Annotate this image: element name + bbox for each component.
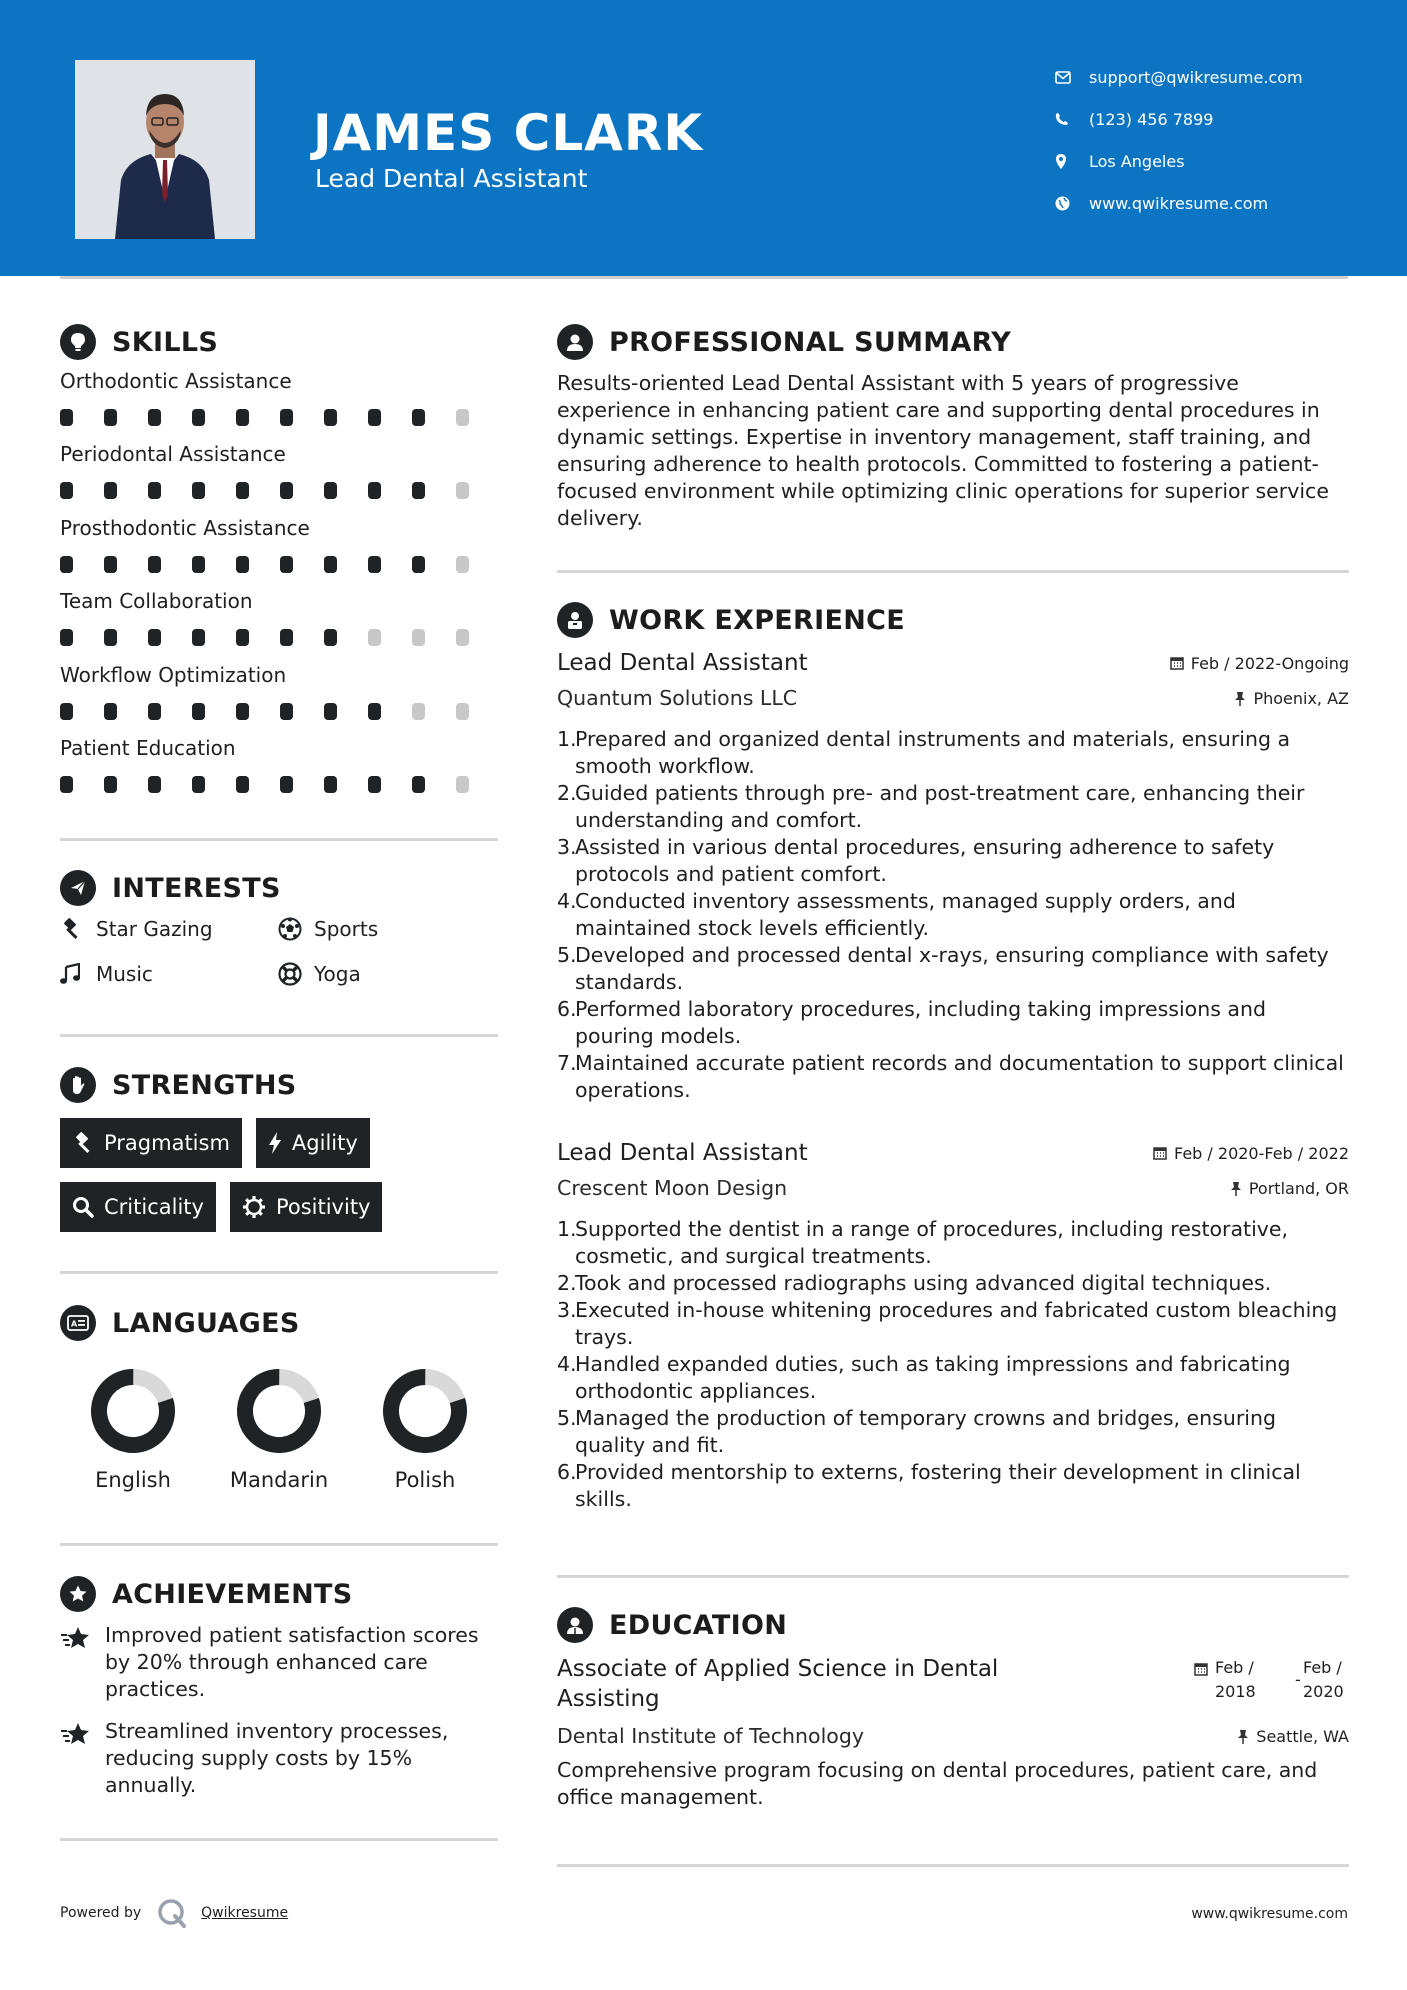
resume-header <box>0 0 1407 276</box>
language-name: English <box>95 1468 171 1492</box>
candidate-name: JAMES CLARK <box>313 104 704 162</box>
powered-by-label: Powered by <box>60 1905 142 1921</box>
strength-chip: Agility <box>256 1118 370 1168</box>
contact-phone-text: (123) 456 7899 <box>1089 109 1214 129</box>
skill-dot <box>236 776 249 793</box>
skills-heading: SKILLS <box>60 324 218 360</box>
job-date: Feb / 2020-Feb / 2022 <box>1153 1144 1349 1163</box>
job-bullet: 1. Prepared and organized dental instruments and materials, ensuring a smooth workflow. <box>557 727 1291 778</box>
footer-website[interactable]: www.qwikresume.com <box>1191 1906 1348 1922</box>
job-title: Lead Dental Assistant <box>557 1140 808 1166</box>
briefcase-user-icon <box>557 602 593 638</box>
skill-dot <box>368 556 381 573</box>
achievements-list <box>60 1622 500 1814</box>
pushpin-icon <box>1234 691 1246 706</box>
ring-fill <box>382 1368 468 1454</box>
job-bullet: 2. Guided patients through pre- and post-treatment care, enhancing their understanding and comfort. <box>557 781 1305 832</box>
skill-dot <box>192 629 205 646</box>
skill-dot <box>280 482 293 499</box>
skill-dot <box>192 556 205 573</box>
education-dates: Feb / 2018 - Feb / 2020 <box>1194 1656 1349 1714</box>
school-location: Seattle, WA <box>1237 1727 1349 1746</box>
job-bullet: 5. Managed the production of temporary crowns and bridges, ensuring quality and fit. <box>557 1406 1276 1457</box>
skill-dot <box>104 629 117 646</box>
language-item <box>60 1366 206 1492</box>
school-name: Dental Institute of Technology <box>557 1724 864 1748</box>
section-divider <box>60 1034 498 1037</box>
language-item <box>206 1366 352 1492</box>
star-icon <box>60 1622 105 1703</box>
skill-dot <box>368 409 381 426</box>
skill-dot <box>412 629 425 646</box>
globe-icon <box>1055 196 1089 211</box>
skill-dot <box>192 482 205 499</box>
skill-rating <box>60 409 500 426</box>
map-pin-icon <box>1055 154 1089 169</box>
skill-dot <box>412 703 425 720</box>
section-divider <box>60 1543 498 1546</box>
qwikresume-link[interactable]: Qwikresume <box>201 1905 289 1921</box>
skill-dot <box>280 409 293 426</box>
skill-dot <box>148 482 161 499</box>
calendar-icon <box>1170 656 1184 670</box>
hand-icon <box>60 1067 96 1103</box>
job-company: Crescent Moon Design <box>557 1176 788 1200</box>
lightbulb-icon <box>60 324 96 360</box>
skill-name: Prosthodontic Assistance <box>60 515 310 540</box>
achievement-item <box>60 1622 500 1703</box>
job-bullet: 7. Maintained accurate patient records and documentation to support clinical operations. <box>557 1051 1344 1102</box>
skill-dot <box>60 556 73 573</box>
skill-dot <box>148 409 161 426</box>
job-company: Quantum Solutions LLC <box>557 686 798 710</box>
music-note-icon <box>60 963 96 985</box>
ring-fill <box>236 1368 322 1454</box>
skill-name: Team Collaboration <box>60 589 253 614</box>
job-bullets <box>557 1216 1349 1513</box>
achievement-text: Streamlined inventory processes, reducing supply costs by 15% annually. <box>105 1719 449 1797</box>
skill-dot <box>104 703 117 720</box>
ring-fill <box>90 1368 176 1454</box>
skill-dot <box>280 556 293 573</box>
footer-powered-by <box>60 1898 288 1928</box>
degree-title: Associate of Applied Science in Dental Assisting <box>557 1656 999 1712</box>
contact-email-text: support@qwikresume.com <box>1089 67 1303 87</box>
skill-dot <box>456 482 469 499</box>
skill-dot <box>368 703 381 720</box>
skill-item <box>60 663 500 736</box>
phone-icon <box>1055 112 1089 126</box>
skill-dot <box>192 409 205 426</box>
skill-dot <box>60 776 73 793</box>
skill-dot <box>456 629 469 646</box>
job-entry <box>557 1140 1349 1513</box>
pushpin-icon <box>1230 1181 1242 1196</box>
languages-heading: A LANGUAGES <box>60 1305 300 1341</box>
skill-dot <box>60 409 73 426</box>
contact-list <box>1055 56 1303 224</box>
language-name: Mandarin <box>229 1468 329 1492</box>
graduate-icon <box>557 1607 593 1643</box>
skill-dot <box>456 776 469 793</box>
achievement-item <box>60 1718 500 1799</box>
contact-website-text: www.qwikresume.com <box>1089 193 1269 213</box>
skill-item <box>60 516 500 589</box>
summary-heading: PROFESSIONAL SUMMARY <box>557 324 1011 360</box>
contact-email[interactable] <box>1055 56 1303 98</box>
interest-item: Sports <box>278 915 478 942</box>
skill-item <box>60 589 500 662</box>
job-bullet: 1. Supported the dentist in a range of procedures, including restorative, cosmetic, and surgical treatments. <box>557 1217 1289 1268</box>
skill-dot <box>104 776 117 793</box>
job-bullet: 6. Provided mentorship to externs, fostering their development in clinical skills. <box>557 1460 1301 1511</box>
skill-dot <box>148 776 161 793</box>
header-divider <box>60 276 1348 279</box>
id-card-icon <box>60 1305 96 1341</box>
skill-dot <box>368 629 381 646</box>
gavel-icon <box>60 918 96 940</box>
job-bullet: 4. Handled expanded duties, such as taking impressions and fabricating orthodontic appliances. <box>557 1352 1291 1403</box>
skill-dot <box>324 409 337 426</box>
skill-dot <box>412 409 425 426</box>
skill-dot <box>148 703 161 720</box>
section-divider <box>557 1864 1349 1867</box>
job-bullet: 3. Assisted in various dental procedures, ensuring adherence to safety protocols and patient comfort. <box>557 835 1275 886</box>
bolt-icon <box>268 1132 282 1154</box>
job-bullet: 3. Executed in-house whitening procedures and fabricated custom bleaching trays. <box>557 1298 1338 1349</box>
skill-dot <box>368 482 381 499</box>
skill-dot <box>324 703 337 720</box>
skill-dot <box>412 556 425 573</box>
skill-rating <box>60 703 500 720</box>
skill-dot <box>236 556 249 573</box>
skill-dot <box>148 556 161 573</box>
language-name: Polish <box>394 1468 456 1492</box>
skill-rating <box>60 776 500 793</box>
languages-list <box>60 1366 500 1492</box>
skills-list <box>60 369 500 809</box>
candidate-title: Lead Dental Assistant <box>315 164 588 193</box>
gear-icon <box>242 1195 266 1219</box>
skill-dot <box>104 556 117 573</box>
skill-name: Orthodontic Assistance <box>60 369 292 393</box>
skill-dot <box>368 776 381 793</box>
job-entry <box>557 650 1349 1104</box>
strengths-list <box>60 1118 500 1246</box>
search-icon <box>72 1196 94 1218</box>
qwikresume-logo-icon <box>157 1898 187 1928</box>
skill-dot <box>324 556 337 573</box>
star-badge-icon <box>60 1576 96 1612</box>
skill-dot <box>236 482 249 499</box>
skill-rating <box>60 556 500 573</box>
skill-dot <box>60 482 73 499</box>
job-location: Portland, OR <box>1230 1179 1349 1198</box>
soccer-ball-icon <box>278 917 314 941</box>
skill-dot <box>456 556 469 573</box>
skill-dot <box>236 703 249 720</box>
job-bullet: 2. Took and processed radiographs using advanced digital techniques. <box>557 1271 1272 1295</box>
skill-dot <box>412 482 425 499</box>
skill-dot <box>324 776 337 793</box>
skill-rating <box>60 482 500 499</box>
strength-chip: Pragmatism <box>60 1118 242 1168</box>
education-heading: EDUCATION <box>557 1607 787 1643</box>
skill-dot <box>236 409 249 426</box>
user-icon <box>557 324 593 360</box>
skill-dot <box>104 409 117 426</box>
pushpin-icon <box>1237 1729 1249 1744</box>
skill-dot <box>456 703 469 720</box>
achievements-heading: ACHIEVEMENTS <box>60 1576 353 1612</box>
job-location: Phoenix, AZ <box>1234 689 1349 708</box>
skill-dot <box>280 703 293 720</box>
language-item <box>352 1366 498 1492</box>
skill-name: Patient Education <box>60 735 236 760</box>
job-bullet: 6. Performed laboratory procedures, including taking impressions and pouring models. <box>557 997 1266 1048</box>
skill-item <box>60 736 500 809</box>
summary-text: Results-oriented Lead Dental Assistant with 5 years of progressive experience in enhancing patient care and supporting dental procedures in dynamic settings. Expertise in inventory management, staff training, and ensuring adherence to health protocols. Committed to fostering a patient-focused environment while optimizing clinic operations for superior service delivery. <box>557 371 1329 530</box>
profile-photo <box>75 60 255 239</box>
skill-dot <box>412 776 425 793</box>
contact-phone[interactable] <box>1055 98 1303 140</box>
gavel-icon <box>72 1132 94 1154</box>
job-bullets <box>557 726 1349 1104</box>
interest-item: Music <box>60 960 278 987</box>
star-icon <box>60 1718 105 1799</box>
section-divider <box>557 570 1349 573</box>
paper-plane-icon <box>60 870 96 906</box>
skill-dot <box>192 776 205 793</box>
skill-dot <box>456 409 469 426</box>
section-divider <box>557 1575 1349 1578</box>
skill-dot <box>236 629 249 646</box>
skill-name: Workflow Optimization <box>60 662 287 687</box>
svg-text:A: A <box>71 1319 78 1329</box>
skill-item <box>60 442 500 515</box>
education-entry <box>557 1654 1349 1811</box>
section-divider <box>60 1271 498 1274</box>
strengths-heading: STRENGTHS <box>60 1067 297 1103</box>
strength-chip: Criticality <box>60 1182 216 1232</box>
achievement-text: Improved patient satisfaction scores by 20% through enhanced care practices. <box>105 1623 479 1701</box>
skill-item <box>60 369 500 442</box>
interest-item: Yoga <box>278 960 478 987</box>
contact-website[interactable] <box>1055 182 1303 224</box>
skill-dot <box>192 703 205 720</box>
calendar-icon <box>1194 1662 1208 1676</box>
calendar-icon <box>1153 1146 1167 1160</box>
skill-dot <box>104 482 117 499</box>
experience-heading: WORK EXPERIENCE <box>557 602 905 638</box>
skill-dot <box>280 776 293 793</box>
strength-chip: Positivity <box>230 1182 383 1232</box>
skill-dot <box>324 629 337 646</box>
language-proficiency-ring <box>380 1366 470 1456</box>
skill-dot <box>60 703 73 720</box>
skill-dot <box>324 482 337 499</box>
interests-heading: INTERESTS <box>60 870 281 906</box>
skill-dot <box>60 629 73 646</box>
language-proficiency-ring <box>88 1366 178 1456</box>
language-proficiency-ring <box>234 1366 324 1456</box>
envelope-icon <box>1055 71 1089 84</box>
skill-dot <box>280 629 293 646</box>
job-date: Feb / 2022-Ongoing <box>1170 654 1349 673</box>
education-description: Comprehensive program focusing on dental procedures, patient care, and office management. <box>557 1758 1318 1809</box>
section-divider <box>60 1838 498 1841</box>
skill-name: Periodontal Assistance <box>60 442 286 467</box>
contact-location-text: Los Angeles <box>1089 151 1185 171</box>
skill-dot <box>148 629 161 646</box>
life-ring-icon <box>278 962 314 986</box>
job-bullet: 4. Conducted inventory assessments, managed supply orders, and maintained stock levels efficiently. <box>557 889 1236 940</box>
section-divider <box>60 838 498 841</box>
skill-rating <box>60 629 500 646</box>
job-bullet: 5. Developed and processed dental x-rays, ensuring compliance with safety standards. <box>557 943 1329 994</box>
job-title: Lead Dental Assistant <box>557 650 808 676</box>
contact-location <box>1055 140 1303 182</box>
interests-list <box>60 915 500 987</box>
interest-item: Star Gazing <box>60 915 278 942</box>
